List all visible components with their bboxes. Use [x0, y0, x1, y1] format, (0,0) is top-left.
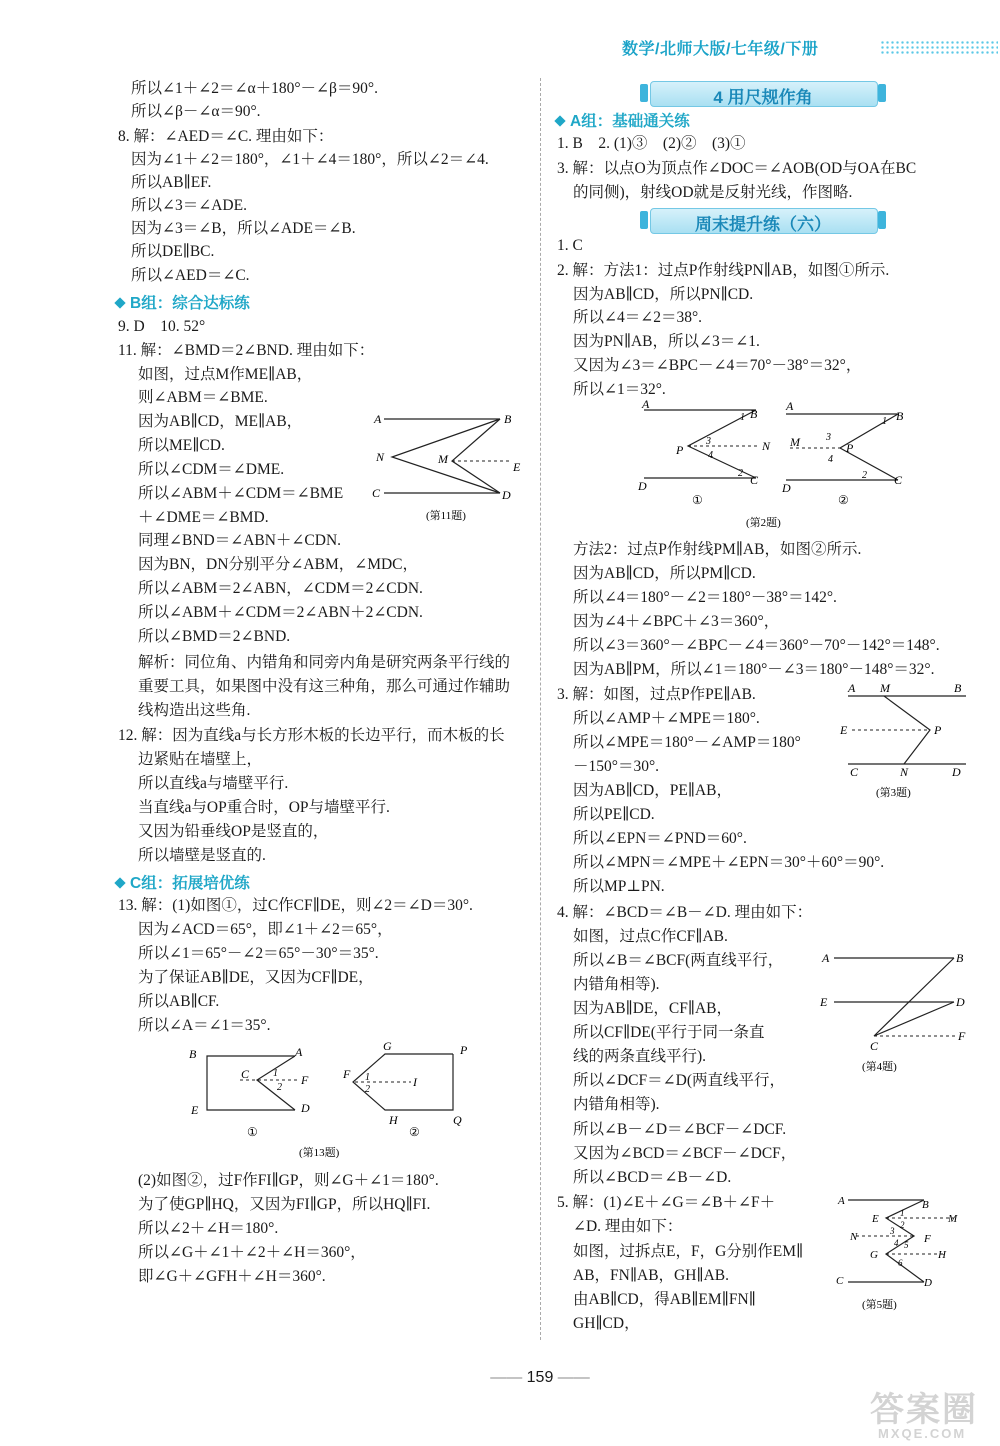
left-column-line: 所以∠3＝∠ADE. [131, 197, 247, 214]
svg-text:3: 3 [890, 1226, 895, 1236]
svg-text:①: ① [692, 493, 703, 507]
left-column-line: 所以∠ABM＋∠CDM＝2∠ABN＋2∠CDN. [138, 604, 423, 621]
svg-text:M: M [948, 1213, 958, 1225]
svg-text:P: P [676, 443, 684, 457]
svg-text:D: D [924, 1277, 932, 1289]
svg-text:2: 2 [738, 468, 743, 479]
right-column-line: 所以∠B＝∠BCF(两直线平行， [573, 952, 784, 969]
svg-text:A: A [295, 1045, 303, 1059]
svg-text:A: A [786, 400, 794, 413]
svg-text:6: 6 [898, 1258, 903, 1268]
svg-text:F: F [958, 1029, 966, 1043]
right-column-line: 所以∠B－∠D＝∠BCF－∠DCF. [573, 1121, 787, 1138]
fig11-caption: (第11题) [426, 510, 466, 522]
svg-text:C: C [836, 1275, 844, 1287]
left-column-line: 所以∠β－∠α＝90°. [131, 103, 261, 120]
left-column-line: 因为∠1＋∠2＝180°，∠1＋∠4＝180°，所以∠2＝∠4. [131, 151, 489, 168]
svg-text:N: N [850, 1231, 858, 1243]
left-column-line: 所以∠1＝65°－∠2＝65°－30°＝35°. [138, 945, 379, 962]
svg-text:B: B [956, 951, 964, 965]
right-column-line: 所以∠EPN＝∠PND＝60°. [573, 830, 747, 847]
right-column-line: 4. 解：∠BCD＝∠B－∠D. 理由如下： [557, 904, 813, 921]
svg-text:G: G [383, 1040, 392, 1053]
left-column-line: 11. 解：∠BMD＝2∠BND. 理由如下： [118, 342, 375, 359]
svg-text:B: B [922, 1199, 929, 1211]
svg-text:②: ② [838, 493, 849, 507]
left-column-line: 所以∠CDM＝∠DME. [138, 461, 285, 478]
svg-text:C: C [870, 1039, 879, 1053]
svg-text:N: N [762, 439, 771, 453]
svg-text:3: 3 [706, 436, 711, 447]
right-column-line: GH∥CD， [573, 1315, 640, 1332]
left-column-line: 同理∠BND＝∠ABN＋∠CDN. [138, 532, 342, 549]
left-column-line: 因为∠3＝∠B，所以∠ADE＝∠B. [131, 220, 356, 237]
left-column-line: 因为BN，DN分别平分∠ABM，∠MDC， [138, 556, 419, 573]
svg-text:F: F [924, 1233, 931, 1245]
svg-text:②: ② [409, 1125, 420, 1139]
diamond-icon [554, 115, 565, 126]
weekend-banner [640, 208, 886, 232]
svg-text:4: 4 [894, 1238, 899, 1248]
svg-text:A: A [848, 682, 856, 695]
right-column-line: ∠D. 理由如下： [573, 1218, 683, 1235]
right-column-line: 因为AB∥CD，所以PN∥CD. [573, 286, 754, 303]
svg-text:N: N [900, 765, 909, 779]
page-number: —— 159 —— [490, 1369, 590, 1386]
svg-text:E: E [513, 460, 521, 474]
left-column-line: 所以AB∥EF. [131, 174, 212, 191]
left-column-line: 所以∠ABM＝2∠ABN，∠CDM＝2∠CDN. [138, 580, 423, 597]
right-column-line: 5. 解：(1)∠E＋∠G＝∠B＋∠F＋ [557, 1194, 776, 1211]
left-column-line: 所以∠1＋∠2＝∠α＋180°－∠β＝90°. [131, 80, 378, 97]
left-column-line: 12. 解：因为直线a与长方形木板的长边平行，而木板的长 [118, 727, 505, 744]
svg-text:F: F [301, 1073, 309, 1087]
fig4-caption: (第4题) [862, 1061, 897, 1073]
right-column-line: 内错角相等). [573, 1096, 660, 1113]
figure-5 [834, 1190, 974, 1316]
svg-text:F: F [343, 1067, 351, 1081]
left-column-line: 所以DE∥BC. [131, 243, 215, 260]
right-column-line: 因为AB∥CD，所以PM∥CD. [573, 565, 756, 582]
svg-text:①: ① [247, 1125, 258, 1139]
left-column-line: 所以直线a与墙壁平行. [138, 775, 289, 792]
figure-3 [838, 682, 978, 804]
header-title: 数学/北师大版/七年级/下册 [622, 41, 819, 58]
right-column-line: 所以MP⊥PN. [573, 878, 665, 895]
right-column-line: 3. 解：如图，过点P作PE∥AB. [557, 686, 756, 703]
left-column-line: 如图，过点M作ME∥AB， [138, 366, 313, 383]
left-column-line: 又因为铅垂线OP是竖直的， [138, 823, 329, 840]
svg-text:P: P [846, 441, 854, 455]
right-column-line: 所以PE∥CD. [573, 806, 655, 823]
right-column-line: －150°＝30°. [573, 758, 660, 775]
right-column-line: 3. 解：以点O为顶点作∠DOC＝∠AOB(OD与OA在BC [557, 160, 917, 177]
svg-text:I: I [413, 1075, 417, 1089]
svg-text:P: P [460, 1043, 468, 1057]
left-column-line: 所以∠2＋∠H＝180°. [138, 1220, 279, 1237]
svg-text:D: D [638, 479, 647, 493]
section-group-b: B组：综合达标练 [116, 291, 250, 313]
right-column-line: 因为∠4＋∠BPC＋∠3＝360°， [573, 613, 780, 630]
right-column-line: 由AB∥CD，得AB∥EM∥FN∥ [573, 1291, 756, 1308]
svg-text:D: D [502, 488, 511, 502]
left-column-line: 所以∠AED＝∠C. [131, 267, 250, 284]
watermark-text: 答案圈 [870, 1391, 978, 1429]
right-column-line: 2. 解：方法1：过点P作射线PN∥AB，如图①所示. [557, 262, 890, 279]
right-column-line: 方法2：过点P作射线PM∥AB，如图②所示. [573, 541, 862, 558]
svg-text:2: 2 [277, 1082, 282, 1093]
left-column-line: (2)如图②，过F作FI∥GP，则∠G＋∠1＝180°. [138, 1172, 439, 1189]
watermark-url: MXQE.COM [878, 1426, 967, 1441]
svg-text:P: P [934, 723, 942, 737]
column-divider [540, 78, 541, 1340]
lesson-title: 4 用尺规作角 [713, 88, 813, 107]
left-column-line: 重要工具，如果图中没有这三种角，那么可通过作辅助 [138, 678, 511, 695]
right-column-line: 因为AB∥PM，所以∠1＝180°－∠3＝180°－148°＝32°. [573, 661, 935, 678]
svg-text:C: C [241, 1067, 250, 1081]
diamond-icon [114, 877, 125, 888]
weekend-title: 周末提升练（六） [695, 215, 831, 234]
left-column-line: 当直线a与OP重合时，OP与墙壁平行. [138, 799, 390, 816]
svg-text:B: B [189, 1047, 197, 1061]
svg-text:A: A [822, 951, 830, 965]
svg-text:E: E [872, 1213, 879, 1225]
svg-text:1: 1 [740, 412, 745, 423]
svg-text:A: A [642, 400, 650, 411]
svg-text:2: 2 [900, 1220, 905, 1230]
svg-text:C: C [894, 473, 903, 487]
svg-text:E: E [840, 723, 848, 737]
right-column-line: 的同侧)，射线OD就是反射光线，作图略. [573, 184, 853, 201]
svg-text:C: C [372, 486, 381, 500]
svg-text:4: 4 [708, 450, 713, 461]
svg-text:H: H [938, 1249, 946, 1261]
svg-text:Q: Q [453, 1113, 462, 1127]
watermark-logo [860, 1388, 990, 1444]
svg-text:C: C [850, 765, 859, 779]
svg-text:N: N [376, 450, 385, 464]
svg-text:E: E [820, 995, 828, 1009]
right-column-line: 所以∠BCD＝∠B－∠D. [573, 1169, 732, 1186]
left-column-line: 所以∠BMD＝2∠BND. [138, 628, 291, 645]
right-column-line: AB，FN∥AB，GH∥AB. [573, 1267, 729, 1284]
svg-text:C: C [750, 473, 759, 487]
section-group-c: C组：拓展培优练 [116, 871, 250, 893]
left-column-line: 因为AB∥CD，ME∥AB， [138, 413, 303, 430]
svg-text:B: B [504, 412, 512, 426]
figure-4 [818, 946, 978, 1076]
right-column-line: 所以∠1＝32°. [573, 381, 666, 398]
svg-text:2: 2 [365, 1084, 370, 1095]
right-column-line: 如图，过拆点E，F，G分别作EM∥ [573, 1243, 804, 1260]
left-column-line: 8. 解：∠AED＝∠C. 理由如下： [118, 128, 334, 145]
header-dot-pattern [880, 40, 998, 56]
svg-text:B: B [954, 682, 962, 695]
svg-text:2: 2 [862, 470, 867, 481]
figure-2 [630, 400, 920, 530]
svg-text:B: B [750, 407, 758, 421]
svg-text:B: B [896, 409, 904, 423]
left-column-line: 13. 解：(1)如图①，过C作CF∥DE，则∠2＝∠D＝30°. [118, 897, 473, 914]
right-column-line: 所以∠DCF＝∠D(两直线平行， [573, 1072, 785, 1089]
page-header [622, 36, 1000, 60]
right-column-line: 所以∠AMP＋∠MPE＝180°. [573, 710, 760, 727]
left-column-line: 所以ME∥CD. [138, 437, 225, 454]
left-column-line: 所以∠G＋∠1＋∠2＋∠H＝360°， [138, 1244, 366, 1261]
left-column-line: 解析：同位角、内错角和同旁内角是研究两条平行线的 [138, 654, 511, 671]
svg-text:1: 1 [900, 1208, 905, 1218]
svg-text:H: H [389, 1113, 398, 1127]
right-column-line: 因为AB∥DE，CF∥AB， [573, 1000, 733, 1017]
svg-text:A: A [374, 412, 382, 426]
figure-13 [185, 1040, 485, 1162]
figure-11 [370, 405, 530, 525]
left-column-line: 所以墙壁是竖直的. [138, 847, 266, 864]
right-column-line: 如图，过点C作CF∥AB. [573, 928, 728, 945]
left-column-line: 边紧贴在墙壁上， [138, 751, 263, 768]
svg-text:5: 5 [904, 1240, 909, 1250]
right-column-line: 因为PN∥AB，所以∠3＝∠1. [573, 333, 760, 350]
left-column-line: 为了保证AB∥DE，又因为CF∥DE， [138, 969, 374, 986]
fig2-caption: (第2题) [746, 517, 781, 529]
svg-text:3: 3 [826, 432, 831, 443]
right-column-line: 又因为∠3＝∠BPC－∠4＝70°－38°＝32°， [573, 357, 862, 374]
fig5-caption: (第5题) [862, 1299, 897, 1311]
fig3-caption: (第3题) [876, 787, 911, 799]
right-column-line: 所以∠MPN＝∠MPE＋∠EPN＝30°＋60°＝90°. [573, 854, 885, 871]
left-column-line: 9. D 10. 52° [118, 318, 206, 335]
right-column-line: 所以∠4＝∠2＝38°. [573, 309, 703, 326]
right-column-line: 因为AB∥CD，PE∥AB， [573, 782, 733, 799]
right-column-line: 线的两条直线平行). [573, 1048, 707, 1065]
fig13-caption: (第13题) [299, 1147, 340, 1159]
lesson-banner [640, 81, 886, 105]
right-column-line: 1. C [557, 237, 583, 254]
right-column-line: 所以∠3＝360°－∠BPC－∠4＝360°－70°－142°＝148°. [573, 637, 940, 654]
left-column-line: 即∠G＋∠GFH＋∠H＝360°. [138, 1268, 326, 1285]
left-column-line: ＋∠DME＝∠BMD. [138, 509, 269, 526]
right-column-line: 所以CF∥DE(平行于同一条直 [573, 1024, 765, 1041]
left-column-line: 为了使GP∥HQ，又因为FI∥GP，所以HQ∥FI. [138, 1196, 431, 1213]
svg-text:D: D [952, 765, 961, 779]
left-column-line: 所以∠A＝∠1＝35°. [138, 1017, 271, 1034]
svg-text:M: M [880, 682, 890, 695]
left-column-line: 所以AB∥CF. [138, 993, 220, 1010]
svg-text:A: A [838, 1195, 845, 1207]
svg-text:D: D [301, 1101, 310, 1115]
svg-text:D: D [956, 995, 965, 1009]
svg-text:1: 1 [365, 1072, 370, 1083]
left-column-line: 所以∠ABM＋∠CDM＝∠BME [138, 485, 344, 502]
diamond-icon [114, 297, 125, 308]
left-column-line: 则∠ABM＝∠BME. [138, 389, 268, 406]
section-group-a: A组：基础通关练 [556, 109, 690, 131]
right-column-line: 所以∠MPE＝180°－∠AMP＝180° [573, 734, 801, 751]
left-column-line: 线构造出这些角. [138, 702, 251, 719]
right-column-line: 内错角相等). [573, 976, 660, 993]
svg-text:1: 1 [882, 416, 887, 427]
left-column-line: 因为∠ACD＝65°，即∠1＋∠2＝65°， [138, 921, 393, 938]
svg-text:1: 1 [273, 1068, 278, 1079]
svg-text:M: M [790, 435, 800, 449]
right-column-line: 所以∠4＝180°－∠2＝180°－38°＝142°. [573, 589, 837, 606]
right-column-line: 1. B 2. (1)③ (2)② (3)① [557, 135, 746, 152]
svg-text:E: E [191, 1103, 199, 1117]
svg-text:M: M [438, 452, 448, 466]
svg-text:4: 4 [828, 454, 833, 465]
right-column-line: 又因为∠BCD＝∠BCF－∠DCF， [573, 1145, 797, 1162]
svg-text:G: G [870, 1249, 878, 1261]
svg-text:D: D [782, 481, 791, 495]
